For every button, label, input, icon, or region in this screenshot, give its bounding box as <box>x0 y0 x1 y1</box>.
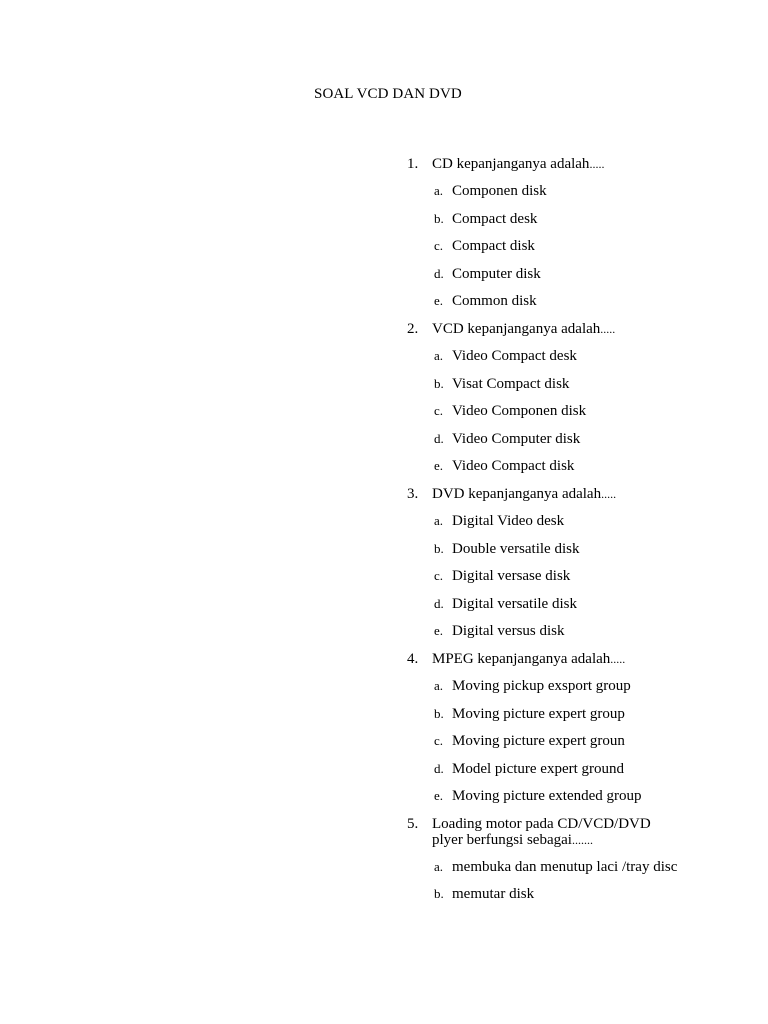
question-3 <box>405 486 705 639</box>
option-letter: c. <box>434 733 444 749</box>
option-list <box>405 183 705 309</box>
question-line <box>405 321 705 337</box>
option-text: Visat Compact disk <box>452 375 570 392</box>
option-text: Computer disk <box>452 265 541 282</box>
option-letter: a. <box>434 347 444 363</box>
option-text: Video Compact disk <box>452 458 575 475</box>
question-text-wrap <box>432 816 682 848</box>
option-list <box>405 348 705 474</box>
option-b <box>405 541 705 557</box>
question-5 <box>405 816 705 903</box>
option-letter: a. <box>434 512 444 528</box>
option-text: Digital versatile disk <box>452 595 577 612</box>
question-dots: ..... <box>600 321 616 336</box>
option-letter: b. <box>434 886 444 902</box>
question-text: VCD kepanjanganya adalah <box>432 320 601 337</box>
option-text: Compact desk <box>452 210 538 227</box>
option-text: Moving pickup exsport group <box>452 677 631 694</box>
question-text: Loading motor pada CD/VCD/DVD plyer berfungsi sebagai <box>432 815 651 848</box>
option-text: Moving picture expert groun <box>452 733 625 750</box>
option-letter: d. <box>434 265 444 281</box>
option-text: Moving picture expert group <box>452 705 625 722</box>
option-letter: e. <box>434 458 444 474</box>
question-4 <box>405 651 705 804</box>
question-text-wrap <box>432 486 682 502</box>
option-text: Model picture expert ground <box>452 760 625 777</box>
option-text: Video Compact desk <box>452 347 577 364</box>
option-d <box>405 431 705 447</box>
question-text: CD kepanjanganya adalah <box>432 156 590 172</box>
option-list <box>405 678 705 804</box>
question-line <box>405 486 705 502</box>
option-letter: e. <box>434 788 444 804</box>
question-text: DVD kepanjanganya adalah <box>432 485 602 502</box>
question-text-wrap <box>432 651 682 667</box>
option-text: Common disk <box>452 293 537 310</box>
option-a <box>405 183 705 199</box>
option-text: Video Computer disk <box>452 430 581 447</box>
question-dots: ..... <box>601 486 617 501</box>
option-c <box>405 733 705 749</box>
option-text: Componen disk <box>452 183 547 199</box>
option-text: Double versatile disk <box>452 540 580 557</box>
option-letter: e. <box>434 623 444 639</box>
question-line <box>405 156 705 172</box>
option-b <box>405 211 705 227</box>
option-text: Digital versase disk <box>452 568 571 585</box>
option-text: Video Componen disk <box>452 403 587 420</box>
question-line <box>405 816 705 848</box>
option-text: Compact disk <box>452 238 535 255</box>
question-number: 5. <box>407 815 419 832</box>
option-e <box>405 788 705 804</box>
option-d <box>405 596 705 612</box>
option-d <box>405 761 705 777</box>
option-b <box>405 706 705 722</box>
question-dots: ..... <box>610 651 626 666</box>
option-b <box>405 376 705 392</box>
option-c <box>405 403 705 419</box>
question-line <box>405 651 705 667</box>
option-a <box>405 513 705 529</box>
option-a <box>405 859 705 875</box>
question-dots: ..... <box>589 157 605 171</box>
option-text: Moving picture extended group <box>452 788 642 805</box>
question-dots: ....... <box>571 832 593 847</box>
question-number: 1. <box>407 156 419 172</box>
option-text: Digital Video desk <box>452 512 565 529</box>
option-letter: c. <box>434 568 444 584</box>
option-text: memutar disk <box>452 886 535 903</box>
option-letter: d. <box>434 760 444 776</box>
option-b <box>405 886 705 902</box>
question-text-wrap <box>432 321 682 337</box>
option-e <box>405 293 705 309</box>
option-letter: c. <box>434 238 444 254</box>
option-a <box>405 348 705 364</box>
option-text: Digital versus disk <box>452 623 565 640</box>
option-e <box>405 623 705 639</box>
question-1 <box>405 156 705 309</box>
question-number: 3. <box>407 485 419 502</box>
option-letter: b. <box>434 540 444 556</box>
question-text-wrap <box>432 156 682 172</box>
option-e <box>405 458 705 474</box>
option-a <box>405 678 705 694</box>
option-c <box>405 568 705 584</box>
option-letter: e. <box>434 293 444 309</box>
question-number: 4. <box>407 650 419 667</box>
option-letter: b. <box>434 375 444 391</box>
option-letter: a. <box>434 858 444 874</box>
option-letter: a. <box>434 183 444 198</box>
option-list <box>405 513 705 639</box>
question-list <box>405 156 705 914</box>
option-letter: d. <box>434 595 444 611</box>
option-c <box>405 238 705 254</box>
option-d <box>405 266 705 282</box>
option-letter: d. <box>434 430 444 446</box>
option-text: membuka dan menutup laci /tray disc <box>452 858 678 875</box>
question-number: 2. <box>407 320 419 337</box>
option-letter: b. <box>434 705 444 721</box>
option-letter: a. <box>434 677 444 693</box>
option-list <box>405 859 705 903</box>
page-title: SOAL VCD DAN DVD <box>314 86 462 102</box>
question-text: MPEG kepanjanganya adalah <box>432 650 611 667</box>
option-letter: b. <box>434 210 444 226</box>
question-2 <box>405 321 705 474</box>
option-letter: c. <box>434 403 444 419</box>
